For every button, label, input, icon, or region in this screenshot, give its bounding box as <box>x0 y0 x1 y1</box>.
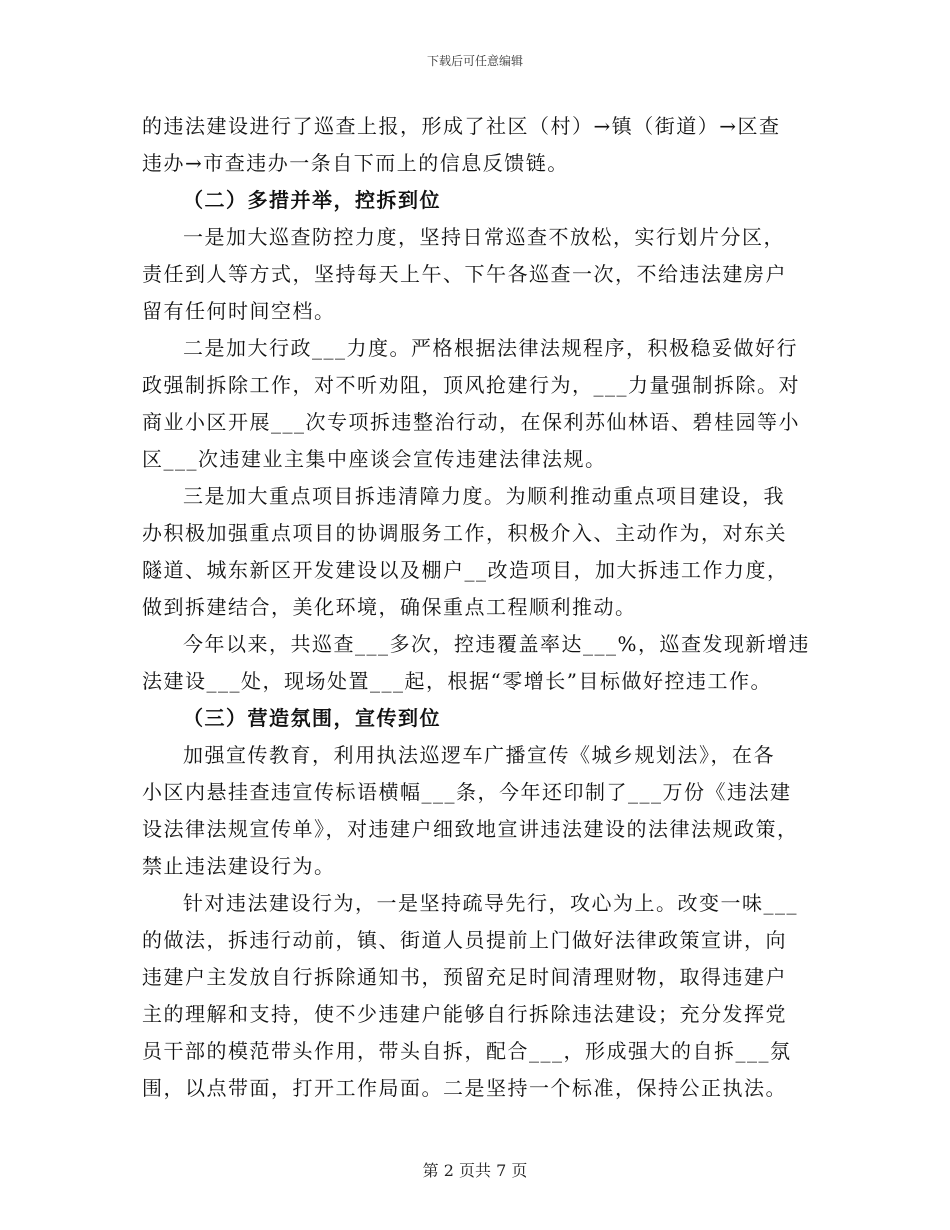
body-line: 主的理解和支持，使不少违建户能够自行拆除违法建设；充分发挥党 <box>142 1002 787 1026</box>
section-heading: （二）多措并举，控拆到位 <box>183 188 441 212</box>
body-line: 隧道、城东新区开发建设以及棚户__改造项目，加大拆违工作力度， <box>142 558 789 582</box>
body-line: 政强制拆除工作，对不听劝阻，顶风抢建行为，___力量强制拆除。对 <box>142 373 800 397</box>
body-line: 留有任何时间空档。 <box>142 299 336 323</box>
paragraph-start: 针对违法建设行为，一是坚持疏导先行，攻心为上。改变一味___ <box>183 891 798 915</box>
body-line: 办积极加强重点项目的协调服务工作，积极介入、主动作为，对东关 <box>142 521 787 545</box>
section-heading: （三）营造氛围，宣传到位 <box>183 706 441 730</box>
page-header: 下载后可任意编辑 <box>426 54 523 68</box>
body-line: 责任到人等方式，坚持每天上午、下午各巡查一次，不给违法建房户 <box>142 262 787 286</box>
body-line: 设法律法规宣传单》，对违建户细致地宣讲违法建设的法律法规政策， <box>142 817 799 841</box>
body-line: 禁止违法建设行为。 <box>142 854 336 878</box>
body-line: 的违法建设进行了巡查上报，形成了社区（村）→镇（街道）→区查 <box>142 114 781 138</box>
body-line: 员干部的模范带头作用，带头自拆，配合___，形成强大的自拆___氛 <box>142 1039 792 1063</box>
body-line: 小区内悬挂查违宣传标语横幅___条，今年还印制了___万份《违法建 <box>142 780 792 804</box>
body-line: 做到拆建结合，美化环境，确保重点工程顺利推动。 <box>142 595 637 619</box>
body-line: 的做法，拆违行动前，镇、街道人员提前上门做好法律政策宣讲，向 <box>142 928 787 952</box>
body-line: 违建户主发放自行拆除通知书，预留充足时间清理财物，取得违建户 <box>142 965 787 989</box>
paragraph-start: 今年以来，共巡查___多次，控违覆盖率达___%，巡查发现新增违 <box>183 632 811 656</box>
body-line: 商业小区开展___次专项拆违整治行动，在保利苏仙林语、碧桂园等小 <box>142 410 800 434</box>
paragraph-start: 加强宣传教育，利用执法巡逻车广播宣传《城乡规划法》，在各 <box>183 743 775 767</box>
page-footer: 第 2 页共 7 页 <box>422 1161 528 1180</box>
body-line: 违办→市查违办一条自下而上的信息反馈链。 <box>142 151 569 175</box>
body-line: 区___次违建业主集中座谈会宣传违建法律法规。 <box>142 447 607 471</box>
body-line: 法建设___处，现场处置___起，根据“零增长”目标做好控违工作。 <box>142 669 772 693</box>
paragraph-start: 一是加大巡查防控力度，坚持日常巡查不放松，实行划片分区， <box>183 225 785 249</box>
paragraph-start: 三是加大重点项目拆违清障力度。为顺利推动重点项目建设，我 <box>183 484 785 508</box>
body-line: 围，以点带面，打开工作局面。二是坚持一个标准，保持公正执法。 <box>142 1076 787 1100</box>
document-body <box>142 108 810 1107</box>
paragraph-start: 二是加大行政___力度。严格根据法律法规程序，积极稳妥做好行 <box>183 336 798 360</box>
